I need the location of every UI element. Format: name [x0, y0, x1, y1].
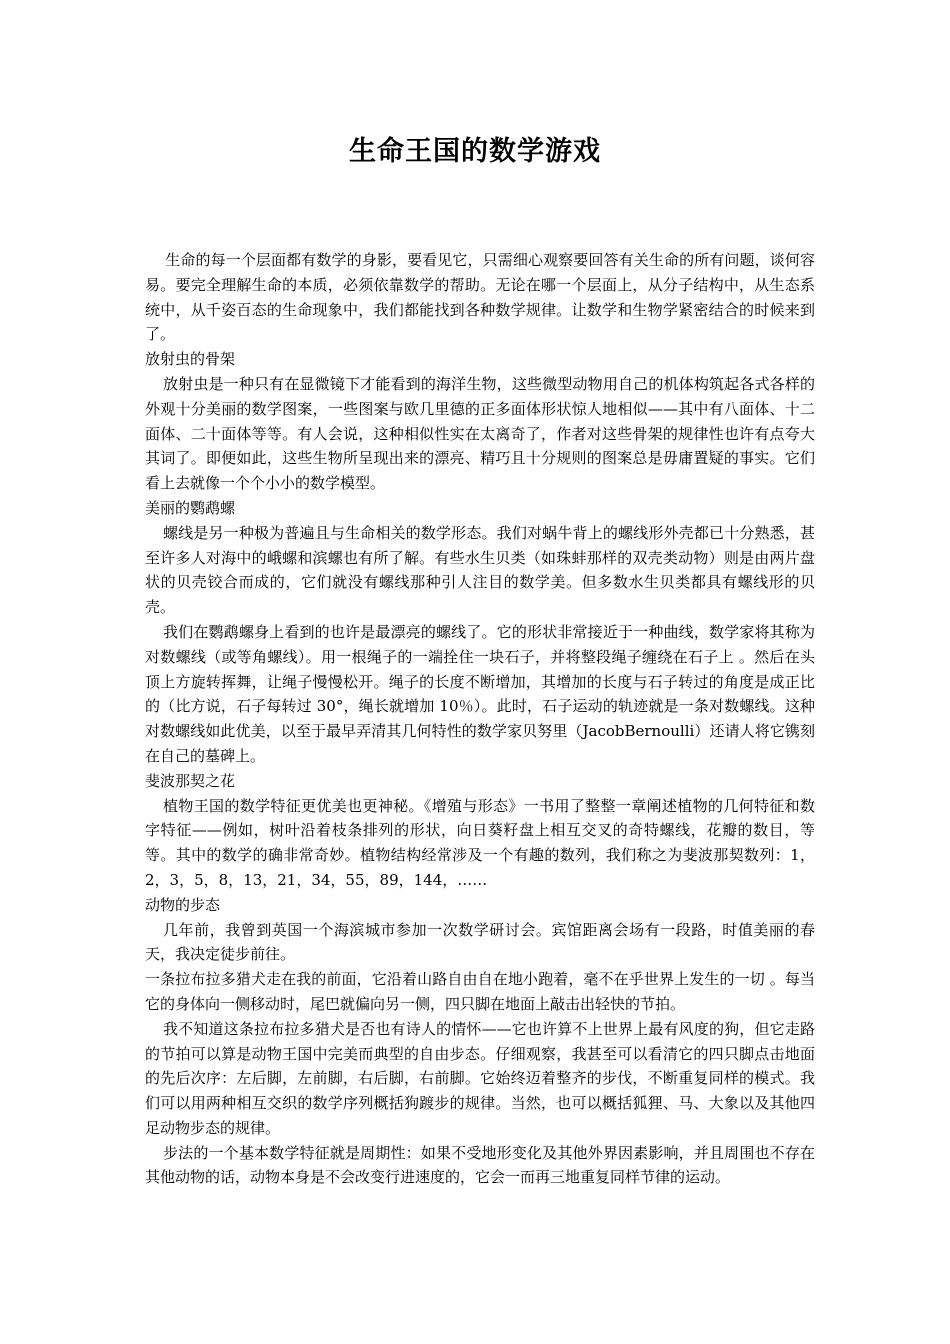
section-heading-radiolaria: 放射虫的骨架	[145, 350, 236, 369]
section-heading-gaits: 动物的步态	[145, 895, 221, 914]
document-title: 生命王国的数学游戏	[349, 136, 601, 167]
section-paragraph: 我不知道这条拉布拉多猎犬是否也有诗人的情怀——它也许算不上世界上最有风度的狗，但它走路的节拍可以算是动物王国中完美而典型的自由步态。仔细观察，我甚至可以看清它的四只脚点击地面的先后次序：左后脚，左前脚，右后脚，右前脚。它始终迈着整齐的步伐，不断重复同样的模式。我们可以用两种相互交织的数学序列概括狗踱步的规律。当然，也可以概括狐狸、马、大象以及其他四足动物步态的规律。	[145, 1019, 815, 1137]
section-paragraph: 一条拉布拉多猎犬走在我的前面，它沿着山路自由自在地小跑着，毫不在乎世界上发生的一切 。每当它的身体向一侧移动时，尾巴就偏向另一侧，四只脚在地面上敲击出轻快的节拍。	[145, 970, 815, 1013]
section-heading-fibonacci: 斐波那契之花	[145, 771, 236, 790]
document-body	[145, 248, 815, 1190]
section-paragraph: 步法的一个基本数学特征就是周期性：如果不受地形变化及其他外界因素影响，并且周围也不存在其他动物的话，动物本身是不会改变行进速度的，它会一而再三地重复同样节律的运动。	[145, 1143, 815, 1187]
section-paragraph: 几年前，我曾到英国一个海滨城市参加一次数学研讨会。宾馆距离会场有一段路，时值美丽的春天，我决定徒步前往。	[145, 920, 815, 964]
section-paragraph: 我们在鹦鹉螺身上看到的也许是最漂亮的螺线了。它的形状非常接近于一种曲线，数学家将其称为对数螺线（或等角螺线）。用一根绳子的一端拴住一块石子，并将整段绳子缠绕在石子上 。然后在头顶上方旋转挥舞，让绳子慢慢松开。绳子的长度不断增加，其增加的长度与石子转过的角度是成正比的（比方说，石子每转过 30°，绳长就增加 10％）。此时，石子运动的轨迹就是一条对数螺线。这种对数螺线如此优美，以至于最早弄清其几何特性的数学家贝努里（JacobBernoulli）还请人将它镌刻在自己的墓碑上。	[145, 622, 815, 765]
intro-paragraph: 生命的每一个层面都有数学的身影，要看见它，只需细心观察要回答有关生命的所有问题，谈何容易。要完全理解生命的本质，必须依靠数学的帮助。无论在哪一个层面上，从分子结构中，从生态系统中，从千姿百态的生命现象中，我们都能找到各种数学规律。让数学和生物学紧密结合的时候来到了。	[145, 251, 815, 344]
section-paragraph: 螺线是另一种极为普遍且与生命相关的数学形态。我们对蜗牛背上的螺线形外壳都已十分熟悉，甚至许多人对海中的峨螺和滨螺也有所了解。有些水生贝类（如珠蚌那样的双壳类动物）则是由两片盘状的贝壳铰合而成的，它们就没有螺线那种引人注目的数学美。但多数水生贝类都具有螺线形的贝壳。	[145, 523, 815, 617]
section-paragraph: 放射虫是一种只有在显微镜下才能看到的海洋生物，这些微型动物用自己的机体构筑起各式各样的外观十分美丽的数学图案，一些图案与欧几里德的正多面体形状惊人地相似——其中有八面体、十二面体、二十面体等等。有人会说，这种相似性实在太离奇了，作者对这些骨架的规律性也许有点夸大其词了。即便如此，这些生物所呈现出来的漂亮、精巧且十分规则的图案总是毋庸置疑的事实。它们看上去就像一个个小小的数学模型。	[145, 374, 815, 493]
section-paragraph: 植物王国的数学特征更优美也更神秘。《增殖与形态》一书用了整整一章阐述植物的几何特征和数字特征——例如，树叶沿着枝条排列的形状，向日葵籽盘上相互交叉的奇特螺线，花瓣的数目，等等。其中的数学的确非常奇妙。植物结构经常涉及一个有趣的数列，我们称之为斐波那契数列：1，2，3，5，8，13，21，34，55，89，144，……	[145, 796, 815, 889]
section-heading-nautilus: 美丽的鹦鹉螺	[145, 498, 236, 517]
